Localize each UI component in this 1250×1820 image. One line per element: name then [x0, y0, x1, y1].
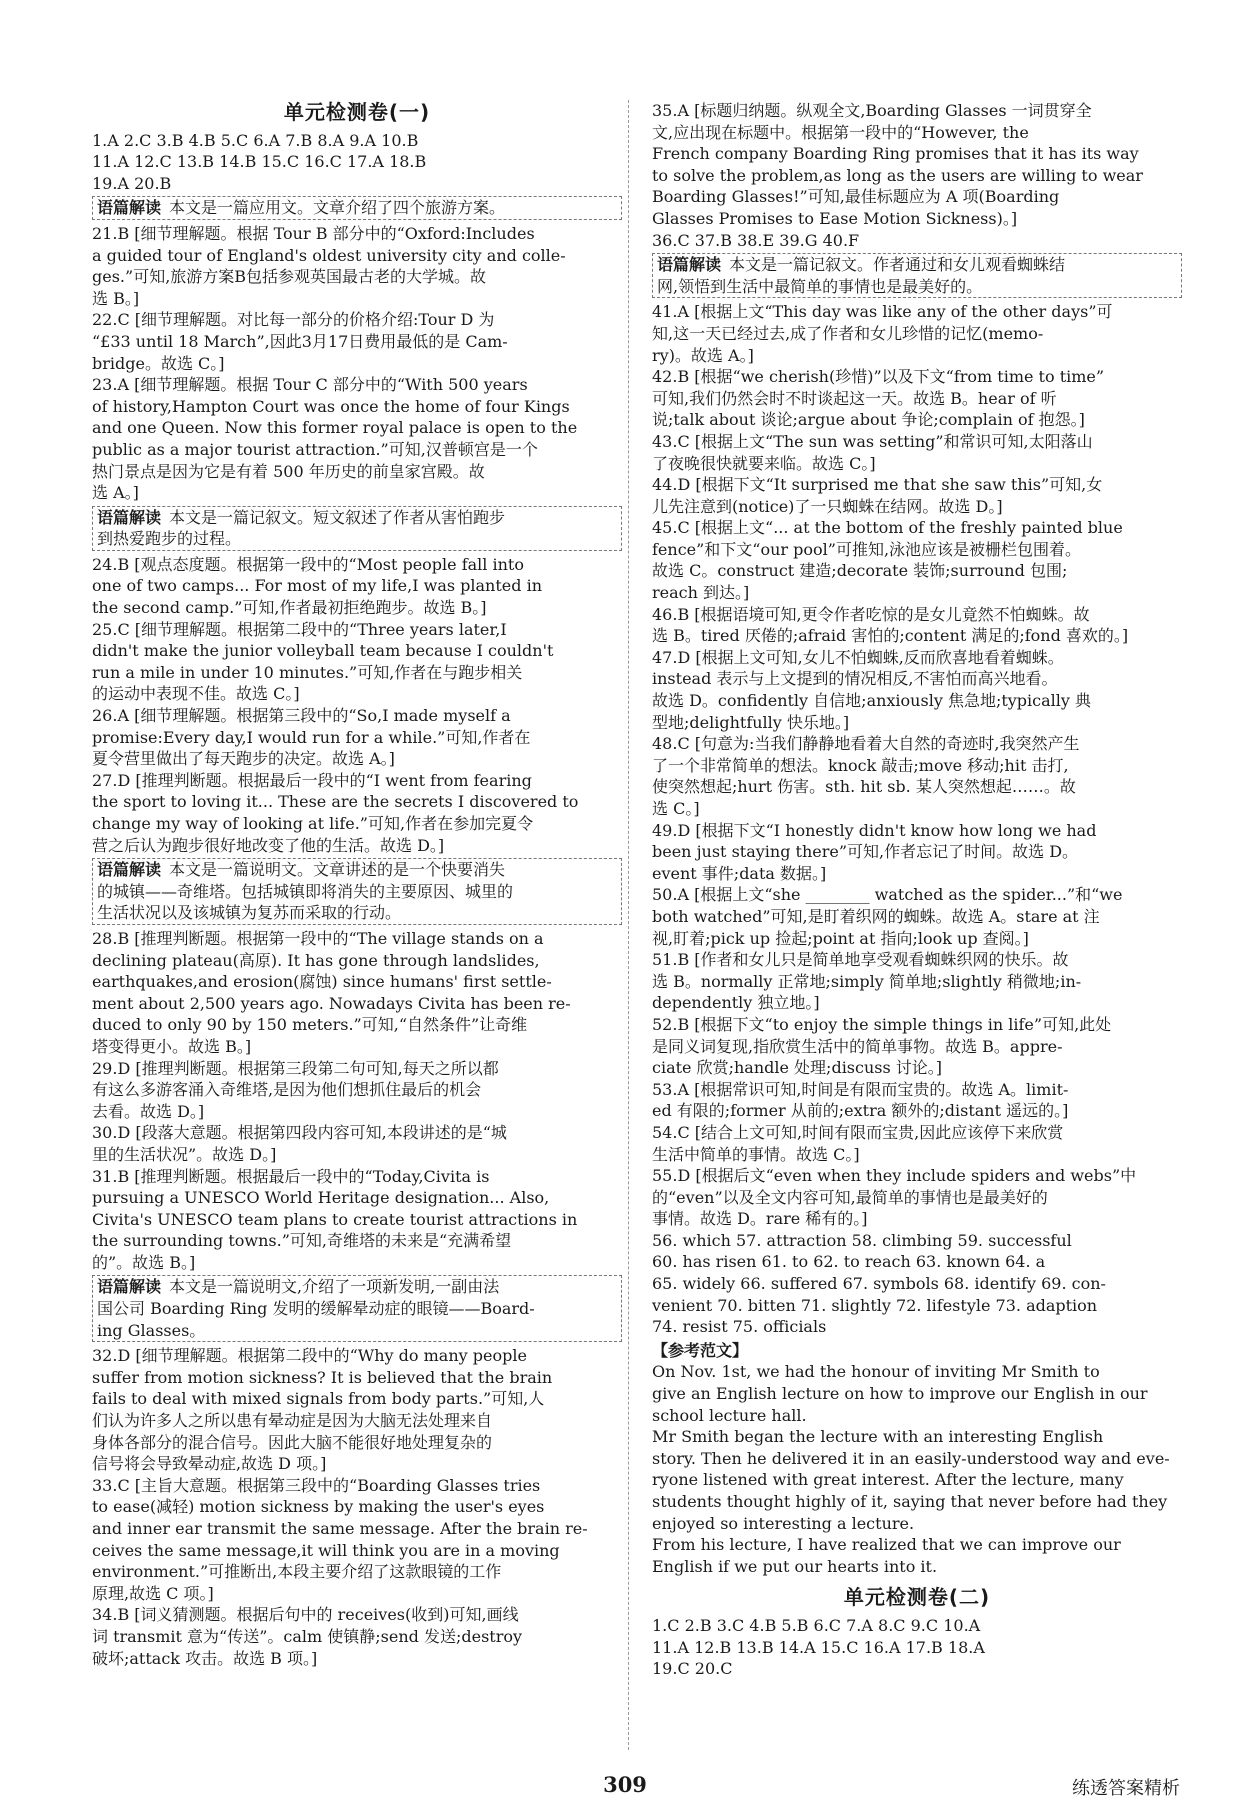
explanation-line: 25.C [细节理解题。根据第二段中的“Three years later,I	[92, 619, 507, 639]
explanation-line: 破坏;attack 攻击。故选 B 项。]	[92, 1648, 318, 1668]
explanation-line: 54.C [结合上文可知,时间有限而宝贵,因此应该停下来欣赏	[652, 1122, 1064, 1142]
explanation-line: 53.A [根据常识可知,时间是有限而宝贵的。故选 A。limit-	[652, 1079, 1069, 1099]
explanation-line: 28.B [推理判断题。根据第一段中的“The village stands on a	[92, 928, 544, 948]
reading-summary-label: 语篇解读	[97, 507, 162, 527]
explanation-line: promise:Every day,I would run for a while.”可知,作者在	[92, 727, 531, 747]
reading-summary-text: 到热爱跑步的过程。	[97, 529, 242, 549]
reading-summary-text: 生活状况以及该城镇为复苏而采取的行动。	[97, 903, 402, 923]
essay-line: English if we put our hearts into it.	[652, 1556, 938, 1576]
explanation-line: “£33 until 18 March”,因此3月17日费用最低的是 Cam-	[92, 331, 508, 351]
answer-row: 1.C 2.B 3.C 4.B 5.B 6.C 7.A 8.C 9.C 10.A	[652, 1615, 981, 1635]
explanation-line: and inner ear transmit the same message. After the brain re-	[92, 1519, 588, 1538]
reading-summary-box	[92, 506, 622, 551]
explanation-line: fails to deal with mixed signals from body parts.”可知,人	[92, 1389, 545, 1409]
explanation-block	[92, 223, 622, 504]
explanation-line: 选 C。]	[652, 799, 700, 818]
section-title-unit-1: 单元检测卷(一)	[283, 100, 431, 124]
explanation-line: pursuing a UNESCO World Heritage designation... Also,	[92, 1188, 550, 1208]
explanation-line: 的“even”以及全文内容可知,最简单的事情也是最美好的	[652, 1187, 1048, 1207]
essay-line: school lecture hall.	[652, 1405, 807, 1425]
explanation-line: 42.B [根据“we cherish(珍惜)”以及下文“from time to time”	[652, 367, 1105, 387]
explanation-line: 55.D [根据后文“even when they include spiders and webs”中	[652, 1166, 1137, 1186]
explanation-line: 43.C [根据上文“The sun was setting”和常识可知,太阳落山	[652, 431, 1093, 451]
explanation-line: of history,Hampton Court was once the home of four Kings	[92, 396, 570, 416]
explanation-block	[92, 928, 622, 1274]
explanation-line: 26.A [细节理解题。根据第三段中的“So,I made myself a	[92, 706, 511, 726]
explanation-line: 了一个非常简单的想法。knock 敲击;move 移动;hit 击打,	[652, 755, 1069, 775]
explanation-line: 27.D [推理判断题。根据最后一段中的“I went from fearing	[92, 770, 532, 790]
reading-summary-label: 语篇解读	[97, 198, 162, 218]
reading-summary-text: ing Glasses。	[97, 1320, 206, 1340]
explanation-line: both watched”可知,是盯着织网的蜘蛛。故选 A。stare at 注	[652, 906, 1100, 926]
explanation-line: run a mile in under 10 minutes.”可知,作者在与跑步相关	[92, 662, 523, 682]
explanation-line: 文,应出现在标题中。根据第一段中的“However, the	[652, 122, 1029, 142]
reading-summary-label: 语篇解读	[97, 860, 162, 880]
explanation-line: been just staying there”可知,作者忘记了时间。故选 D。	[652, 842, 1079, 862]
explanation-line: reach 到达。]	[652, 583, 750, 603]
explanation-line: 36.C 37.B 38.E 39.G 40.F	[652, 230, 860, 250]
reference-essay-label: 【参考范文】	[652, 1340, 749, 1360]
answer-list	[92, 130, 622, 195]
explanation-block	[92, 554, 622, 856]
essay-line: give an English lecture on how to improve our English in our	[652, 1384, 1148, 1404]
explanation-line: dependently 独立地。]	[652, 993, 820, 1013]
explanation-line: 48.C [句意为:当我们静静地看着大自然的奇迹时,我突然产生	[652, 734, 1080, 754]
page-number: 309	[603, 1772, 647, 1797]
explanation-line: 33.C [主旨大意题。根据第三段中的“Boarding Glasses tries	[92, 1475, 541, 1495]
explanation-line: 热门景点是因为它是有着 500 年历史的前皇家宫殿。故	[92, 461, 485, 481]
explanation-line: 使突然想起;hurt 伤害。sth. hit sb. 某人突然想起……。故	[652, 777, 1076, 797]
explanation-line: the second camp.”可知,作者最初拒绝跑步。故选 B。]	[92, 598, 487, 618]
explanation-line: 的运动中表现不佳。故选 C。]	[92, 684, 300, 704]
reading-summary-text: 网,领悟到生活中最简单的事情也是最美好的。	[657, 276, 983, 296]
explanation-line: 30.D [段落大意题。根据第四段内容可知,本段讲述的是“城	[92, 1123, 507, 1143]
explanation-line: 46.B [根据语境可知,更令作者吃惊的是女儿竟然不怕蜘蛛。故	[652, 604, 1090, 624]
reading-summary-text: 本文是一篇说明文,介绍了一项新发明,一副由法	[169, 1277, 500, 1297]
essay-line: Mr Smith began the lecture with an interesting English	[652, 1427, 1104, 1447]
explanation-line: 里的生活状况”。故选 D。]	[92, 1144, 277, 1164]
reading-summary-text: 国公司 Boarding Ring 发明的缓解晕动症的眼镜——Board-	[97, 1299, 535, 1319]
left-column	[92, 100, 622, 1669]
explanation-line: one of two camps... For most of my life,I was planted in	[92, 576, 543, 596]
essay-line: story. Then he delivered it in an easily-understood way and eve-	[652, 1448, 1170, 1468]
explanation-line: declining plateau(高原). It has gone through landslides,	[92, 950, 540, 970]
explanation-line: 22.C [细节理解题。对比每一部分的价格介绍:Tour D 为	[92, 310, 495, 330]
explanation-block	[652, 301, 1182, 1338]
reading-summary-box	[92, 1275, 622, 1342]
explanation-line: the sport to loving it... These are the secrets I discovered to	[92, 792, 579, 812]
explanation-line: 24.B [观点态度题。根据第一段中的“Most people fall into	[92, 554, 524, 574]
explanation-line: 有这么多游客涌入奇维塔,是因为他们想抓住最后的机会	[92, 1080, 482, 1100]
explanation-line: a guided tour of England's oldest university city and colle-	[92, 245, 566, 265]
explanation-line: 41.A [根据上文“This day was like any of the other days”可	[652, 302, 1113, 322]
reading-summary-label: 语篇解读	[657, 255, 722, 275]
explanation-line: ment about 2,500 years ago. Nowadays Civita has been re-	[92, 993, 571, 1013]
explanation-line: ry)。故选 A。]	[652, 345, 754, 365]
explanation-line: 选 B。normally 正常地;simply 简单地;slightly 稍微地;in-	[652, 971, 1082, 991]
explanation-line: ciate 欣赏;handle 处理;discuss 讨论。]	[652, 1058, 943, 1078]
explanation-line: 56. which 57. attraction 58. climbing 59. successful	[652, 1230, 1072, 1250]
explanation-block	[92, 1345, 622, 1669]
explanation-line: 塔变得更小。故选 B。]	[92, 1036, 252, 1056]
explanation-line: the surrounding towns.”可知,奇维塔的未来是“充满希望	[92, 1231, 512, 1251]
book-label: 练透答案精析	[1072, 1778, 1180, 1799]
explanation-line: 60. has risen 61. to 62. to reach 63. known 64. a	[652, 1252, 1046, 1272]
explanation-line: 选 B。]	[92, 288, 140, 308]
reading-summary-box	[652, 253, 1182, 298]
explanation-line: 身体各部分的混合信号。因此大脑不能很好地处理复杂的	[92, 1432, 493, 1452]
explanation-line: 45.C [根据上文“... at the bottom of the freshly painted blue	[652, 518, 1123, 538]
explanation-line: to ease(减轻) motion sickness by making the user's eyes	[92, 1497, 545, 1517]
explanation-line: 29.D [推理判断题。根据第三段第二句可知,每天之所以都	[92, 1058, 499, 1078]
explanation-line: 34.B [词义猜测题。根据后句中的 receives(收到)可知,画线	[92, 1605, 519, 1625]
essay-line: enjoyed so interesting a lecture.	[652, 1513, 915, 1533]
explanation-line: didn't make the junior volleyball team because I couldn't	[92, 641, 554, 661]
explanation-line: 故选 D。confidently 自信地;anxiously 焦急地;typically 典	[652, 691, 1092, 711]
explanation-line: 44.D [根据下文“It surprised me that she saw this”可知,女	[652, 475, 1103, 495]
explanation-line: bridge。故选 C。]	[92, 353, 225, 373]
explanation-line: 知,这一天已经过去,成了作者和女儿珍惜的记忆(memo-	[652, 323, 1044, 343]
explanation-line: ceives the same message,it will think you are in a moving	[92, 1540, 560, 1560]
explanation-line: 50.A [根据上文“she ________ watched as the spider...”和“we	[652, 885, 1123, 905]
explanation-line: earthquakes,and erosion(腐蚀) since humans' first settle-	[92, 972, 552, 992]
explanation-line: 说;talk about 谈论;argue about 争论;complain of 抱怨。]	[652, 410, 1085, 430]
right-column	[652, 100, 1182, 1680]
explanation-line: 52.B [根据下文“to enjoy the simple things in life”可知,此处	[652, 1014, 1112, 1034]
column-divider	[628, 100, 629, 1750]
explanation-line: 营之后认为跑步很好地改变了他的生活。故选 D。]	[92, 835, 445, 855]
explanation-line: French company Boarding Ring promises that it has its way	[652, 144, 1139, 164]
essay-line: On Nov. 1st, we had the honour of inviting Mr Smith to	[652, 1362, 1100, 1382]
reading-summary-text: 的城镇——奇维塔。包括城镇即将消失的主要原因、城里的	[97, 881, 514, 901]
essay-line: From his lecture, I have realized that we can improve our	[652, 1535, 1121, 1555]
explanation-line: environment.”可推断出,本段主要介绍了这款眼镜的工作	[92, 1562, 502, 1582]
explanation-line: 31.B [推理判断题。根据最后一段中的“Today,Civita is	[92, 1166, 490, 1186]
explanation-line: ed 有限的;former 从前的;extra 额外的;distant 遥远的。]	[652, 1101, 1069, 1121]
explanation-line: event 事件;data 数据。]	[652, 863, 827, 883]
explanation-line: 选 A。]	[92, 483, 139, 503]
answer-row: 19.A 20.B	[92, 173, 172, 193]
explanation-line: ges.”可知,旅游方案B包括参观英国最古老的大学城。故	[92, 267, 487, 287]
explanation-line: 65. widely 66. suffered 67. symbols 68. identify 69. con-	[652, 1274, 1106, 1294]
explanation-line: duced to only 90 by 150 meters.”可知,“自然条件”让奇维	[92, 1015, 528, 1035]
answer-list	[652, 1615, 1182, 1680]
explanation-line: 是同义词复现,指欣赏生活中的简单事物。故选 B。appre-	[652, 1036, 1063, 1056]
explanation-line: 去看。故选 D。]	[92, 1101, 205, 1121]
reference-essay	[652, 1361, 1182, 1577]
explanation-line: Glasses Promises to Ease Motion Sickness)。]	[652, 208, 1018, 228]
explanation-line: venient 70. bitten 71. slightly 72. lifestyle 73. adaption	[652, 1295, 1098, 1315]
explanation-line: Boarding Glasses!”可知,最佳标题应为 A 项(Boarding	[652, 187, 1060, 207]
explanation-line: 32.D [细节理解题。根据第二段中的“Why do many people	[92, 1346, 527, 1366]
explanation-line: 型地;delightfully 快乐地。]	[652, 712, 850, 732]
section-title-unit-2: 单元检测卷(二)	[843, 1585, 991, 1610]
reading-summary-text: 本文是一篇记叙文。作者通过和女儿观看蜘蛛结	[729, 255, 1066, 275]
explanation-line: 们认为许多人之所以患有晕动症是因为大脑无法处理来自	[92, 1411, 493, 1431]
explanation-line: 信号将会导致晕动症,故选 D 项。]	[92, 1454, 327, 1474]
explanation-line: and one Queen. Now this former royal palace is open to the	[92, 418, 578, 438]
explanation-line: 47.D [根据上文可知,女儿不怕蜘蛛,反而欣喜地看着蜘蛛。	[652, 647, 1064, 667]
explanation-line: 夏令营里做出了每天跑步的决定。故选 A。]	[92, 749, 395, 769]
explanation-line: 74. resist 75. officials	[652, 1317, 827, 1337]
explanation-line: fence”和下文“our pool”可推知,泳池应该是被栅栏包围着。	[652, 539, 1082, 559]
explanation-line: 可知,我们仍然会时不时谈起这一天。故选 B。hear of 听	[652, 388, 1057, 408]
explanation-block	[652, 100, 1182, 251]
answer-row: 19.C 20.C	[652, 1659, 733, 1679]
explanation-line: to solve the problem,as long as the users are willing to wear	[652, 165, 1143, 185]
essay-line: ryone listened with great interest. After the lecture, many	[652, 1470, 1124, 1490]
explanation-line: 的”。故选 B。]	[92, 1252, 196, 1272]
explanation-line: instead 表示与上文提到的情况相反,不害怕而高兴地看。	[652, 669, 1058, 689]
explanation-line: 事情。故选 D。rare 稀有的。]	[652, 1209, 868, 1229]
explanation-line: 49.D [根据下文“I honestly didn't know how long we had	[652, 820, 1097, 840]
reading-summary-text: 本文是一篇记叙文。短文叙述了作者从害怕跑步	[169, 507, 506, 527]
explanation-line: 原理,故选 C 项。]	[92, 1583, 214, 1603]
explanation-line: public as a major tourist attraction.”可知,汉普顿宫是一个	[92, 439, 538, 459]
explanation-line: 故选 C。construct 建造;decorate 装饰;surround 包围;	[652, 561, 1068, 581]
essay-line: students thought highly of it, saying that never before had they	[652, 1492, 1168, 1511]
explanation-line: 词 transmit 意为“传送”。calm 使镇静;send 发送;destroy	[92, 1626, 523, 1646]
reading-summary-text: 本文是一篇说明文。文章讲述的是一个快要消失	[169, 860, 506, 880]
explanation-line: suffer from motion sickness? It is believed that the brain	[92, 1367, 553, 1387]
reading-summary-box	[92, 858, 622, 925]
explanation-line: 视,盯着;pick up 捡起;point at 指向;look up 查阅。]	[652, 928, 1029, 948]
explanation-line: 儿先注意到(notice)了一只蜘蛛在结网。故选 D。]	[652, 496, 1003, 516]
explanation-line: 21.B [细节理解题。根据 Tour B 部分中的“Oxford:Includes	[92, 223, 535, 243]
explanation-line: 了夜晚很快就要来临。故选 C。]	[652, 453, 876, 473]
reading-summary-label: 语篇解读	[97, 1277, 162, 1297]
explanation-line: 35.A [标题归纳题。纵观全文,Boarding Glasses 一词贯穿全	[652, 101, 1092, 120]
answer-row: 11.A 12.B 13.B 14.A 15.C 16.A 17.B 18.A	[652, 1637, 985, 1657]
explanation-line: 23.A [细节理解题。根据 Tour C 部分中的“With 500 years	[92, 375, 528, 395]
reading-summary-box	[92, 196, 622, 220]
explanation-line: change my way of looking at life.”可知,作者在参加完夏令	[92, 814, 534, 833]
answer-row: 1.A 2.C 3.B 4.B 5.C 6.A 7.B 8.A 9.A 10.B	[92, 130, 419, 150]
explanation-line: Civita's UNESCO team plans to create tourist attractions in	[92, 1209, 578, 1229]
explanation-line: 51.B [作者和女儿只是简单地享受观看蜘蛛织网的快乐。故	[652, 950, 1069, 970]
reading-summary-text: 本文是一篇应用文。文章介绍了四个旅游方案。	[169, 198, 506, 218]
answer-row: 11.A 12.C 13.B 14.B 15.C 16.C 17.A 18.B	[92, 152, 427, 172]
explanation-line: 生活中简单的事情。故选 C。]	[652, 1144, 860, 1164]
explanation-line: 选 B。tired 厌倦的;afraid 害怕的;content 满足的;fond 喜欢的。]	[652, 626, 1129, 646]
